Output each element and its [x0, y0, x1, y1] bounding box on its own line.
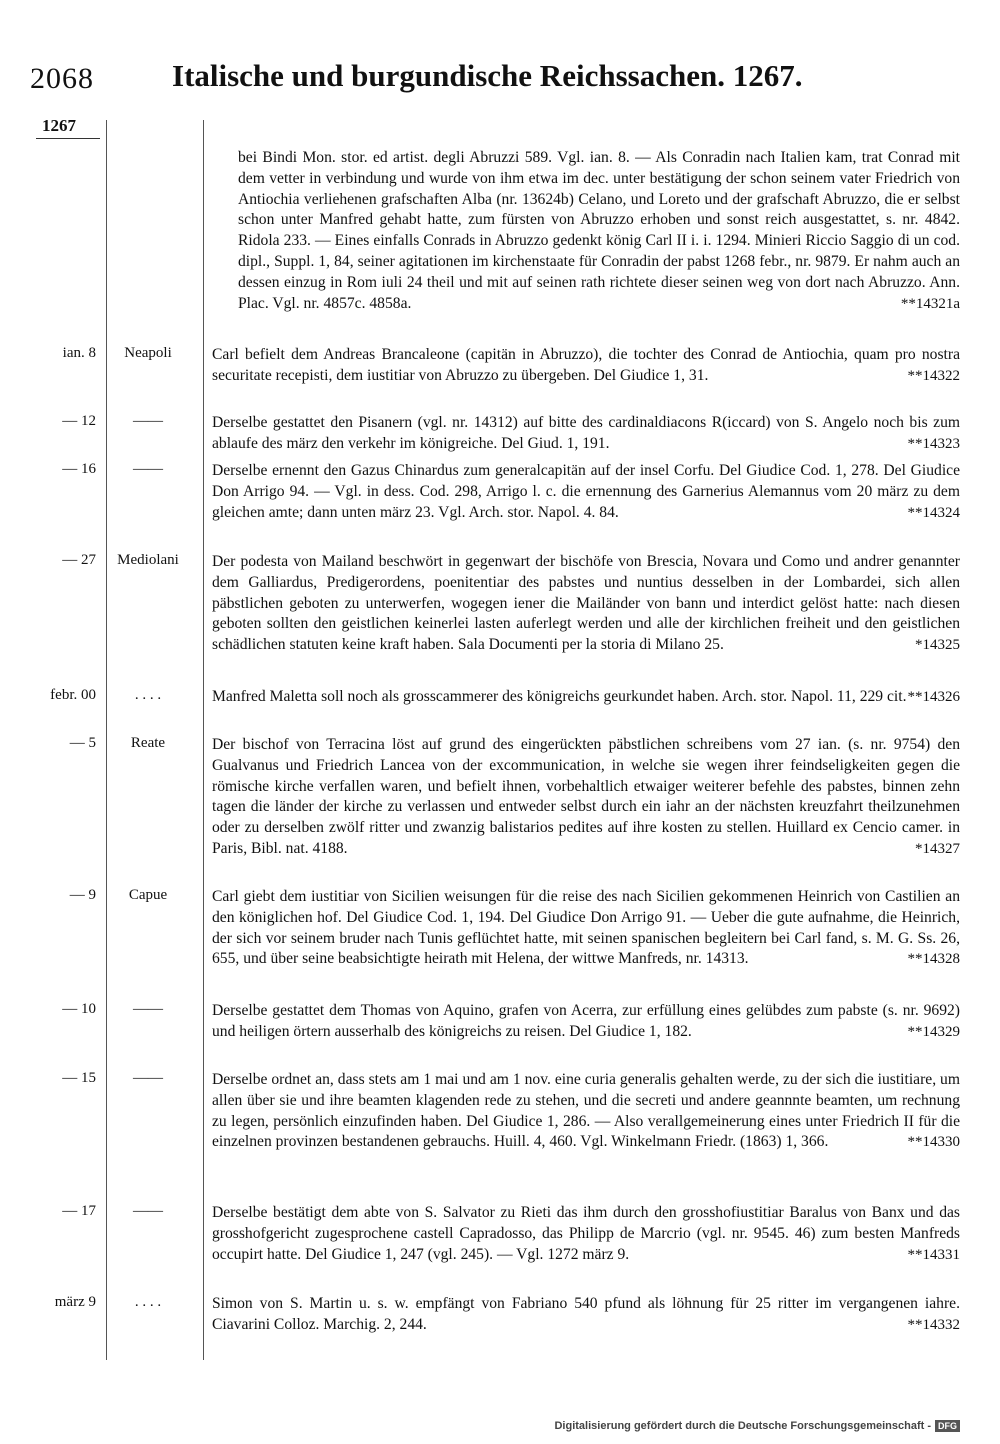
entry-place: ——: [133, 1001, 163, 1017]
regest-number: **14328: [907, 951, 960, 968]
page-number: 2068: [30, 62, 94, 95]
digitization-footer: [554, 1420, 960, 1432]
entry-date: — 5: [69, 735, 96, 751]
entry-body: Der bischof von Terracina löst auf grund des eingerückten päbstlichen schreibens vom 27 ian. (s. nr. 9754) den Gualvanus und Friedrich Lancea von der excommunication, in welche sie wegen ihrer feindseligkeiten gegen die römische kirche verfallen waren, und befielt ihnen, vorbehaltlich etwaiger weiterer befehle des pabstes, binnen zehn tagen die länder der kirche zu verlassen und entweder selbst durch ein iahr an der nächsten kreuzfahrt theilzunehmen oder zu derselben zwölf ritter und zwanzig balistarios pedites auf ihre kosten zu stellen. Huillard ex Cencio camer. in Paris, Bibl. nat. 4188.: [212, 736, 960, 857]
entry-place: Mediolani: [117, 552, 179, 568]
entry-place: ——: [133, 1070, 163, 1086]
year-underline: [36, 138, 100, 139]
entry-body: Derselbe gestattet den Pisanern (vgl. nr. 14312) auf bitte des cardinaldiacons R(iccard) von S. Angelo noch bis zum ablaufe des märz den verkehr im königreiche. Del Giud. 1, 191.: [212, 414, 960, 452]
entry-body: bei Bindi Mon. stor. ed artist. degli Abruzzi 589. Vgl. ian. 8. — Als Conradin nach Italien kam, trat Conrad mit dem vetter in verbindung und wurde von ihm etwa im dec. unter bestätigung der schon seinem vater Friedrich von Antiochia verliehenen grafschaften Alba (nr. 13624b) Celano, und Loreto und der grafschaft Abruzzo, die er selbst schon unter Manfred gehabt hatte, zum fürsten von Abruzzo erhoben und sonst reich ausgestattet, s. nr. 4842. Ridola 233. — Eines einfalls Conrads in Abruzzo gedenkt könig Carl II i. i. 1294. Minieri Riccio Saggio di un cod. dipl., Suppl. 1, 84, seiner agitationen im kirchenstaate für Conradin der pabst 1268 febr., nr. 9879. Er nahm auch an dessen einzug in Rom iuli 24 theil und mit auf seinen rath richtete dieser seinen weg von dort nach Abruzzo. Ann. Plac. Vgl. nr. 4857c. 4858a.: [238, 149, 960, 312]
entry-text: [212, 413, 960, 455]
entry-body: Carl befielt dem Andreas Brancaleone (capitän in Abruzzo), die tochter des Conrad de Antiochia, quam pro nostra securitate recepisti, dem iustitiar von Abruzzo zu übergeben. Del Giudice 1, 31.: [212, 346, 960, 384]
entry-body: Carl giebt dem iustitiar von Sicilien weisungen für die reise des nach Sicilien gekommenen Heinrich von Castilien an den königlichen hof. Del Giudice Cod. 1, 194. Del Giudice Don Arrigo 91. — Ueber die gute aufnahme, die Heinrich, der sich vor seinem bruder nach Tunis geflüchtet hatte, mit seinen spanischen begleitern bei Carl fand, s. M. G. Ss. 26, 655, und über seine beabsichtigte heirath mit Helena, der wittwe Manfreds, nr. 14313.: [212, 888, 960, 968]
regest-number: **14323: [907, 435, 960, 452]
regest-number: **14330: [907, 1134, 960, 1151]
entry-place: Neapoli: [124, 345, 172, 361]
entry-date: — 27: [62, 552, 96, 568]
entry-date: — 17: [62, 1203, 96, 1219]
entry-body: Simon von S. Martin u. s. w. empfängt von Fabriano 540 pfund als löhnung für 25 ritter im vergangenen iahre. Ciavarini Colloz. Marchig. 2, 244.: [212, 1295, 960, 1333]
entry-date: — 15: [62, 1070, 96, 1086]
entry-text: [212, 1203, 960, 1265]
regest-number: *14327: [915, 840, 960, 857]
entry-place: . . . .: [134, 1294, 162, 1310]
regest-number: **14324: [907, 504, 960, 521]
entry-place: ——: [133, 461, 163, 477]
entry-body: Derselbe bestätigt dem abte von S. Salvator zu Rieti das ihm durch den grosshofiustitiar Baralus von Banx und das grosshofgericht zugesprochene castell Capradosso, das Philipp de Marcrio (vgl. nr. 9545. 46) zum besten Manfreds occupirt hatte. Del Giudice 1, 247 (vgl. 245). — Vgl. 1272 märz 9.: [212, 1204, 960, 1263]
entry-place: ——: [133, 413, 163, 429]
entry-text: [212, 1294, 960, 1336]
entry-date: — 16: [62, 461, 96, 477]
entry-text: [212, 735, 960, 860]
entry-body: Manfred Maletta soll noch als grosscammerer des königreichs geurkundet haben. Arch. stor. Napol. 11, 229 cit.: [212, 688, 907, 705]
entry-text: [212, 887, 960, 970]
entry-date: ian. 8: [62, 345, 96, 361]
column-rule-left: [106, 120, 107, 1360]
entry-date: febr. 00: [50, 687, 96, 703]
entry-text: [212, 1001, 960, 1043]
footer-text: Digitalisierung gefördert durch die Deutsche Forschungsgemeinschaft -: [554, 1420, 931, 1432]
entry-text: [212, 1070, 960, 1153]
entry-date: — 12: [62, 413, 96, 429]
entry-place: Capue: [128, 887, 168, 903]
column-rule-right: [203, 120, 204, 1360]
entry-date: — 10: [62, 1001, 96, 1017]
regest-number: *14325: [915, 637, 960, 654]
regest-number: **14322: [907, 367, 960, 384]
page-title: Italische und burgundische Reichssachen. 1267.: [172, 58, 803, 93]
regest-number: **14332: [907, 1316, 960, 1333]
entry-place: ——: [133, 1203, 163, 1219]
entry-body: Derselbe ernennt den Gazus Chinardus zum generalcapitän auf der insel Corfu. Del Giudice Cod. 1, 278. Del Giudice Don Arrigo 94. — Vgl. in dess. Cod. 298, Arrigo l. c. die ernennung des Garnerius Alemannus vom 20 märz zu dem gleichen amte; dann unten märz 23. Vgl. Arch. stor. Napol. 4. 84.: [212, 462, 960, 521]
entry-text: [212, 552, 960, 656]
entry-body: Derselbe gestattet dem Thomas von Aquino, grafen von Acerra, zur erfüllung eines gelübdes zum pabste (s. nr. 9692) und heiligen örtern ausserhalb des königreichs zu reisen. Del Giudice 1, 182.: [212, 1002, 960, 1040]
entry-body: Der podesta von Mailand beschwört in gegenwart der bischöfe von Brescia, Novara und Como und andrer genannter dem Galliardus, Predigerordens, poenitentiar des pabstes und nuntius desselben in der Lombardei, sich allen päbstlichen geboten zu unterwerfen, wogegen iener die Mailänder von bann und interdict gelöst hatte: nach diesen geboten sollten den geistlichen keinerlei lasten auferlegt werden und alle der kirchlichen freiheit und den geistlichen schädlichen statuten keine kraft haben. Sala Documenti per la storia di Milano 25.: [212, 553, 960, 654]
regest-number: **14329: [907, 1023, 960, 1040]
dfg-logo-icon: DFG: [935, 1420, 960, 1432]
entry-text: [212, 461, 960, 523]
year-label: 1267: [42, 116, 76, 135]
regest-number: **14331: [907, 1246, 960, 1263]
entry-body: Derselbe ordnet an, dass stets am 1 mai und am 1 nov. eine curia generalis gehalten werde, zu der sich die iustitiare, um allen über sie und ihre beamten klagenden rede zu stehen, und die secreti und andere geannnte beamten, um rechnung zu legen, persönlich einzufinden haben. Del Giudice 1, 286. — Also verallgemeinerung eines unter Friedrich II für die einzelnen provinzen bestandenen gebrauchs. Huill. 4, 460. Vgl. Winkelmann Friedr. (1863) 1, 366.: [212, 1071, 960, 1151]
entry-date: — 9: [69, 887, 96, 903]
entry-place: Reate: [130, 735, 166, 751]
entry-place: . . . .: [134, 687, 162, 703]
regest-number: **14326: [907, 689, 960, 705]
entry-text: [212, 345, 960, 387]
entry-text: [238, 148, 960, 314]
entry-date: märz 9: [54, 1294, 96, 1310]
regest-number: **14321a: [900, 295, 960, 312]
entry-text: [212, 687, 960, 708]
